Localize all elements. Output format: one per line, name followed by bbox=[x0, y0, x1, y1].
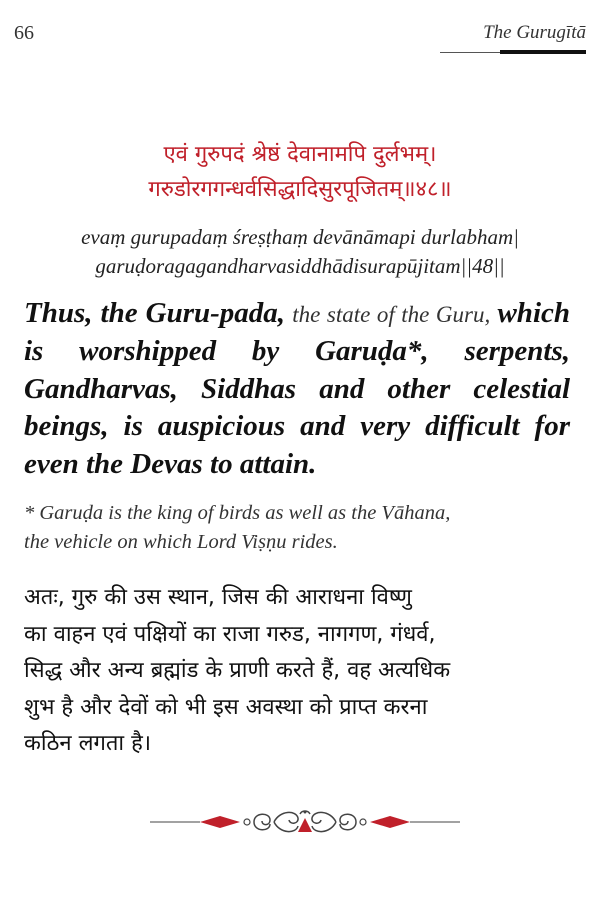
running-title: The Gurugītā bbox=[483, 22, 586, 43]
footnote bbox=[24, 499, 570, 557]
hindi-translation bbox=[24, 580, 584, 763]
verse-line-1: एवं गुरुपदं श्रेष्ठं देवानामपि दुर्लभम्। bbox=[163, 142, 437, 167]
page-number: 66 bbox=[14, 22, 34, 44]
footnote-line-2: the vehicle on which Lord Viṣṇu rides. bbox=[24, 531, 338, 553]
english-translation bbox=[24, 295, 570, 483]
floral-divider-icon bbox=[150, 806, 460, 838]
header-rule-thick bbox=[500, 50, 586, 54]
transliteration-line-2: garuḍoragagandharvasiddhādisurapūjitam||48|| bbox=[95, 254, 505, 278]
footnote-line-1: * Garuḍa is the king of birds as well as the Vāhana, bbox=[24, 502, 451, 524]
hindi-line-5: कठिन लगता है। bbox=[24, 731, 152, 756]
transliteration bbox=[40, 223, 560, 281]
hindi-line-3: सिद्ध और अन्य ब्रह्मांड के प्राणी करते हैं, वह अत्यधिक bbox=[24, 658, 451, 683]
header-rule-thin bbox=[440, 52, 500, 53]
translation-part-1: Thus, the Guru-pada, bbox=[24, 297, 286, 329]
hindi-line-4: शुभ है और देवों को भी इस अवस्था को प्राप्त करना bbox=[24, 694, 428, 720]
sanskrit-verse bbox=[40, 137, 560, 207]
hindi-line-1: अतः, गुरु की उस स्थान, जिस की आराधना विष्णु bbox=[24, 585, 412, 610]
transliteration-line-1: evaṃ gurupadaṃ śreṣṭhaṃ devānāmapi durlabham| bbox=[81, 225, 519, 249]
verse-line-2: गरुडोरगगन्धर्वसिद्धादिसुरपूजितम्॥४८॥ bbox=[148, 177, 452, 202]
hindi-line-2: का वाहन एवं पक्षियों का राजा गरुड, नागगण, गंधर्व, bbox=[24, 621, 436, 647]
translation-part-2: the state of the Guru, bbox=[292, 302, 491, 327]
translation-part-3: which is worshipped by Garuḍa*, serpents, Gandharvas, Siddhas and other celestial beings, is auspicious and very difficult for even the Devas to attain. bbox=[24, 297, 570, 480]
